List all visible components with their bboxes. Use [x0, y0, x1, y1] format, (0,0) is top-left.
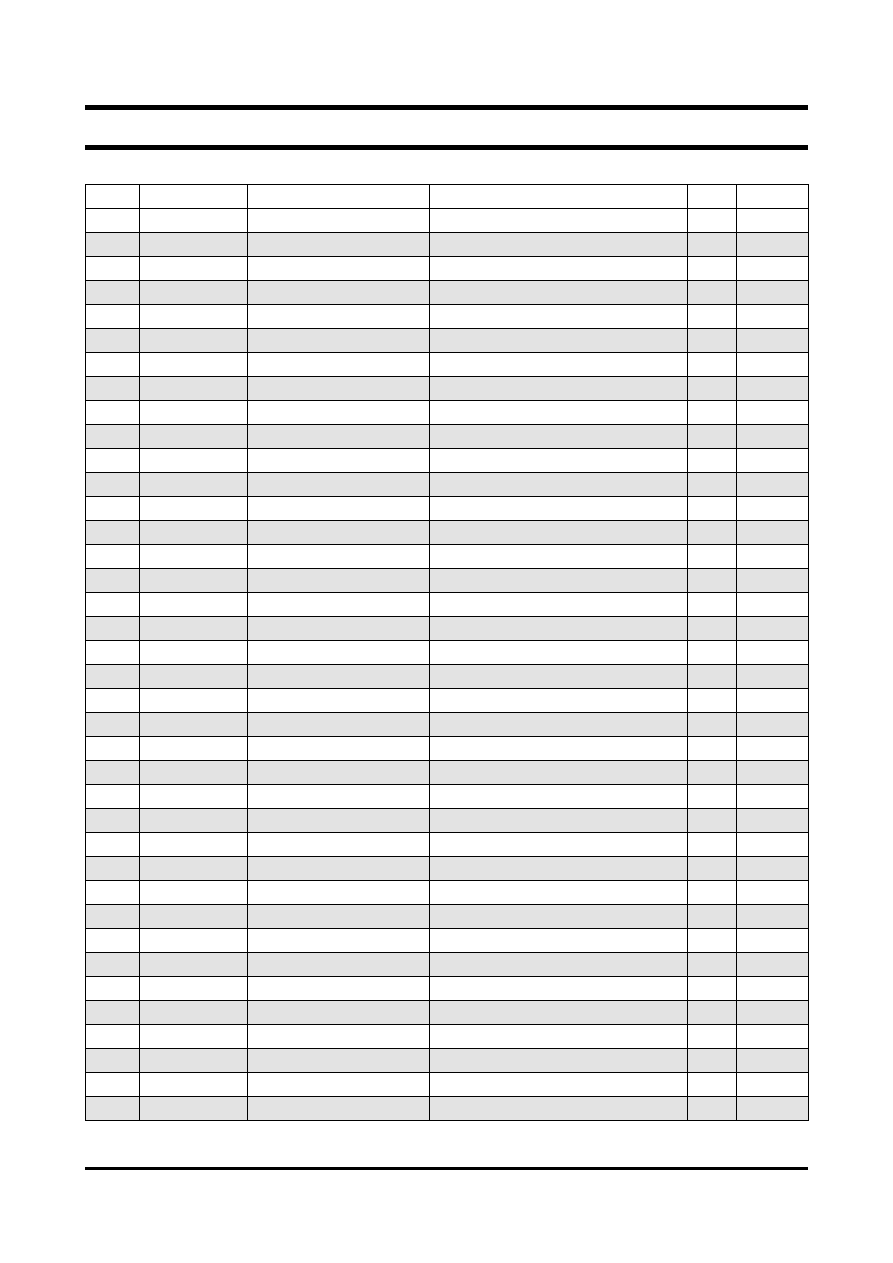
- table-cell: [688, 881, 737, 905]
- table-cell: [248, 593, 430, 617]
- table-cell: [430, 1097, 688, 1121]
- table-cell: [430, 305, 688, 329]
- table-cell: [737, 713, 809, 737]
- table-cell: [248, 1025, 430, 1049]
- table-row: [86, 665, 809, 689]
- table-cell: [248, 977, 430, 1001]
- table-cell: [430, 761, 688, 785]
- table-cell: [140, 257, 248, 281]
- table-cell: [86, 881, 140, 905]
- table-cell: [86, 713, 140, 737]
- table-cell: [737, 1049, 809, 1073]
- parts-table: [85, 184, 809, 1121]
- table-cell: [688, 1097, 737, 1121]
- table-cell: [737, 905, 809, 929]
- table-cell: [86, 521, 140, 545]
- table-cell: [140, 593, 248, 617]
- table-cell: [430, 713, 688, 737]
- table-cell: [248, 281, 430, 305]
- table-cell: [688, 809, 737, 833]
- table-cell: [430, 593, 688, 617]
- table-cell: [140, 401, 248, 425]
- table-cell: [140, 857, 248, 881]
- table-cell: [430, 809, 688, 833]
- table-row: [86, 713, 809, 737]
- table-row: [86, 449, 809, 473]
- table-cell: [430, 1001, 688, 1025]
- table-cell: [688, 617, 737, 641]
- table-cell: [140, 617, 248, 641]
- table-row: [86, 1001, 809, 1025]
- table-cell: [86, 569, 140, 593]
- table-row: [86, 497, 809, 521]
- table-cell: [688, 473, 737, 497]
- table-cell: [140, 761, 248, 785]
- table-row: [86, 1025, 809, 1049]
- table-cell: [688, 1073, 737, 1097]
- table-cell: [737, 929, 809, 953]
- table-cell: [430, 833, 688, 857]
- table-cell: [688, 761, 737, 785]
- table-cell: [86, 953, 140, 977]
- table-cell: [140, 641, 248, 665]
- table-cell: [430, 545, 688, 569]
- table-cell: [430, 521, 688, 545]
- table-cell: [86, 425, 140, 449]
- table-cell: [430, 1073, 688, 1097]
- table-cell: [737, 449, 809, 473]
- table-cell: [140, 977, 248, 1001]
- table-cell: [688, 425, 737, 449]
- table-cell: [737, 857, 809, 881]
- table-cell: [140, 473, 248, 497]
- table-row: [86, 281, 809, 305]
- table-cell: [140, 1025, 248, 1049]
- table-cell: [248, 1097, 430, 1121]
- table-cell: [86, 1049, 140, 1073]
- table-cell: [248, 329, 430, 353]
- table-cell: [86, 761, 140, 785]
- table-cell: [688, 569, 737, 593]
- table-cell: [430, 473, 688, 497]
- table-cell: [140, 497, 248, 521]
- table-cell: [248, 305, 430, 329]
- table-row: [86, 377, 809, 401]
- table-cell: [430, 281, 688, 305]
- table-cell: [688, 665, 737, 689]
- table-cell: [737, 665, 809, 689]
- table-cell: [248, 233, 430, 257]
- table-cell: [86, 929, 140, 953]
- table-cell: [140, 953, 248, 977]
- table-cell: [86, 377, 140, 401]
- table-cell: [140, 713, 248, 737]
- table-cell: [140, 929, 248, 953]
- table-cell: [737, 977, 809, 1001]
- table-cell: [737, 833, 809, 857]
- table-cell: [737, 497, 809, 521]
- table-row: [86, 545, 809, 569]
- table-row: [86, 329, 809, 353]
- table-cell: [86, 1025, 140, 1049]
- table-row: [86, 929, 809, 953]
- table-cell: [430, 449, 688, 473]
- table-cell: [86, 833, 140, 857]
- table-cell: [248, 1073, 430, 1097]
- table-cell: [737, 761, 809, 785]
- table-cell: [248, 617, 430, 641]
- table-cell: [86, 329, 140, 353]
- table-cell: [737, 473, 809, 497]
- table-cell: [248, 497, 430, 521]
- table-cell: [140, 737, 248, 761]
- table-cell: [86, 401, 140, 425]
- table-cell: [140, 689, 248, 713]
- table-cell: [737, 1073, 809, 1097]
- table-cell: [86, 665, 140, 689]
- table-cell: [248, 1049, 430, 1073]
- table-cell: [737, 1001, 809, 1025]
- table-cell: [688, 641, 737, 665]
- table-cell: [688, 737, 737, 761]
- table-cell: [140, 881, 248, 905]
- table-cell: [737, 329, 809, 353]
- table-cell: [430, 953, 688, 977]
- table-cell: [140, 281, 248, 305]
- table-cell: [430, 497, 688, 521]
- table-cell: [140, 305, 248, 329]
- table-cell: [430, 617, 688, 641]
- table-cell: [248, 377, 430, 401]
- column-header: [140, 185, 248, 209]
- table-cell: [86, 905, 140, 929]
- table-cell: [140, 425, 248, 449]
- column-header: [430, 185, 688, 209]
- table-cell: [140, 449, 248, 473]
- table-cell: [86, 353, 140, 377]
- table-cell: [86, 305, 140, 329]
- column-header: [737, 185, 809, 209]
- table-cell: [248, 545, 430, 569]
- table-cell: [86, 449, 140, 473]
- table-cell: [248, 449, 430, 473]
- table-row: [86, 473, 809, 497]
- table-cell: [140, 1001, 248, 1025]
- table-cell: [86, 689, 140, 713]
- table-cell: [688, 1025, 737, 1049]
- table-cell: [737, 641, 809, 665]
- table-body: [86, 209, 809, 1121]
- table-cell: [737, 521, 809, 545]
- table-cell: [430, 257, 688, 281]
- table-row: [86, 833, 809, 857]
- table-row: [86, 593, 809, 617]
- table-cell: [737, 305, 809, 329]
- table-row: [86, 569, 809, 593]
- table-cell: [430, 233, 688, 257]
- table-cell: [430, 569, 688, 593]
- table-cell: [737, 569, 809, 593]
- table-cell: [688, 233, 737, 257]
- table-row: [86, 617, 809, 641]
- table-cell: [688, 713, 737, 737]
- table-cell: [688, 593, 737, 617]
- table-cell: [140, 329, 248, 353]
- table-cell: [737, 737, 809, 761]
- table-row: [86, 353, 809, 377]
- table-cell: [140, 521, 248, 545]
- table-cell: [688, 449, 737, 473]
- table-row: [86, 401, 809, 425]
- table-cell: [248, 353, 430, 377]
- table-cell: [430, 353, 688, 377]
- table-row: [86, 977, 809, 1001]
- table-cell: [140, 833, 248, 857]
- table-cell: [688, 1001, 737, 1025]
- table-cell: [688, 977, 737, 1001]
- table-cell: [430, 1049, 688, 1073]
- table-cell: [737, 1097, 809, 1121]
- table-cell: [688, 833, 737, 857]
- table-cell: [737, 545, 809, 569]
- table-row: [86, 425, 809, 449]
- table-cell: [248, 881, 430, 905]
- table-cell: [430, 689, 688, 713]
- table-cell: [140, 233, 248, 257]
- table-cell: [688, 497, 737, 521]
- column-header: [688, 185, 737, 209]
- table-cell: [430, 977, 688, 1001]
- table-cell: [737, 1025, 809, 1049]
- table-cell: [248, 665, 430, 689]
- table-cell: [140, 665, 248, 689]
- table-cell: [140, 1097, 248, 1121]
- table-cell: [248, 785, 430, 809]
- table-row: [86, 689, 809, 713]
- table-row: [86, 305, 809, 329]
- table-cell: [688, 689, 737, 713]
- table-cell: [86, 593, 140, 617]
- table-cell: [248, 713, 430, 737]
- table-header-row: [86, 185, 809, 209]
- table-row: [86, 1097, 809, 1121]
- table-cell: [140, 809, 248, 833]
- table-cell: [737, 689, 809, 713]
- table-cell: [430, 881, 688, 905]
- column-header: [86, 185, 140, 209]
- table-cell: [248, 953, 430, 977]
- table-row: [86, 1073, 809, 1097]
- table-cell: [86, 977, 140, 1001]
- table-cell: [430, 857, 688, 881]
- table-cell: [140, 905, 248, 929]
- table-cell: [688, 305, 737, 329]
- table-row: [86, 761, 809, 785]
- table-cell: [430, 401, 688, 425]
- table-cell: [688, 377, 737, 401]
- footer-rule: [85, 1167, 808, 1170]
- table-cell: [140, 377, 248, 401]
- table-cell: [430, 329, 688, 353]
- table-row: [86, 857, 809, 881]
- table-cell: [737, 809, 809, 833]
- table-row: [86, 881, 809, 905]
- table-cell: [688, 1049, 737, 1073]
- table-row: [86, 257, 809, 281]
- table-cell: [430, 737, 688, 761]
- table-cell: [86, 737, 140, 761]
- table-cell: [248, 569, 430, 593]
- table-cell: [86, 497, 140, 521]
- table-row: [86, 233, 809, 257]
- table-row: [86, 209, 809, 233]
- table-cell: [737, 593, 809, 617]
- table-cell: [248, 905, 430, 929]
- table-cell: [430, 905, 688, 929]
- table-cell: [140, 353, 248, 377]
- table-cell: [248, 761, 430, 785]
- table-cell: [430, 209, 688, 233]
- table-cell: [430, 641, 688, 665]
- table-cell: [430, 377, 688, 401]
- header-band: [85, 110, 808, 145]
- table-cell: [688, 953, 737, 977]
- table-cell: [688, 281, 737, 305]
- column-header: [248, 185, 430, 209]
- table-cell: [737, 353, 809, 377]
- table-cell: [140, 209, 248, 233]
- table-cell: [737, 209, 809, 233]
- table-cell: [688, 545, 737, 569]
- table-cell: [688, 857, 737, 881]
- table-cell: [248, 809, 430, 833]
- table-cell: [688, 353, 737, 377]
- table-row: [86, 905, 809, 929]
- table-cell: [86, 209, 140, 233]
- table-cell: [688, 929, 737, 953]
- header-bottom-rule: [85, 145, 808, 150]
- table-cell: [430, 425, 688, 449]
- table-cell: [430, 1025, 688, 1049]
- table-row: [86, 809, 809, 833]
- table-row: [86, 521, 809, 545]
- table-cell: [140, 1049, 248, 1073]
- table-cell: [86, 1097, 140, 1121]
- table-cell: [248, 1001, 430, 1025]
- table-cell: [86, 545, 140, 569]
- table-cell: [430, 665, 688, 689]
- table-cell: [248, 737, 430, 761]
- table-cell: [248, 473, 430, 497]
- table-cell: [430, 785, 688, 809]
- table-cell: [86, 641, 140, 665]
- table-row: [86, 953, 809, 977]
- table-row: [86, 785, 809, 809]
- table-cell: [86, 785, 140, 809]
- table-cell: [737, 257, 809, 281]
- table-cell: [86, 617, 140, 641]
- table-cell: [737, 953, 809, 977]
- table-cell: [737, 401, 809, 425]
- table-row: [86, 737, 809, 761]
- table-cell: [248, 425, 430, 449]
- table-cell: [737, 377, 809, 401]
- table-cell: [688, 785, 737, 809]
- table-cell: [86, 857, 140, 881]
- table-cell: [86, 1001, 140, 1025]
- table-cell: [688, 401, 737, 425]
- table-cell: [140, 569, 248, 593]
- table-cell: [430, 929, 688, 953]
- table-cell: [86, 473, 140, 497]
- table-cell: [86, 809, 140, 833]
- table-cell: [140, 1073, 248, 1097]
- table-row: [86, 641, 809, 665]
- table-cell: [140, 545, 248, 569]
- table-row: [86, 1049, 809, 1073]
- table-cell: [86, 281, 140, 305]
- table-cell: [248, 641, 430, 665]
- table-cell: [248, 521, 430, 545]
- table-cell: [737, 233, 809, 257]
- table-cell: [248, 209, 430, 233]
- table-cell: [688, 257, 737, 281]
- table-cell: [688, 329, 737, 353]
- table-cell: [737, 425, 809, 449]
- table-cell: [248, 401, 430, 425]
- table-cell: [248, 257, 430, 281]
- table-cell: [688, 521, 737, 545]
- table-cell: [248, 833, 430, 857]
- table-cell: [737, 617, 809, 641]
- table-cell: [248, 857, 430, 881]
- table-cell: [86, 1073, 140, 1097]
- table-cell: [248, 689, 430, 713]
- table-cell: [737, 881, 809, 905]
- table-cell: [688, 905, 737, 929]
- table-cell: [737, 785, 809, 809]
- table-cell: [737, 281, 809, 305]
- table-cell: [140, 785, 248, 809]
- table-cell: [86, 257, 140, 281]
- table-cell: [688, 209, 737, 233]
- table-cell: [86, 233, 140, 257]
- table-cell: [248, 929, 430, 953]
